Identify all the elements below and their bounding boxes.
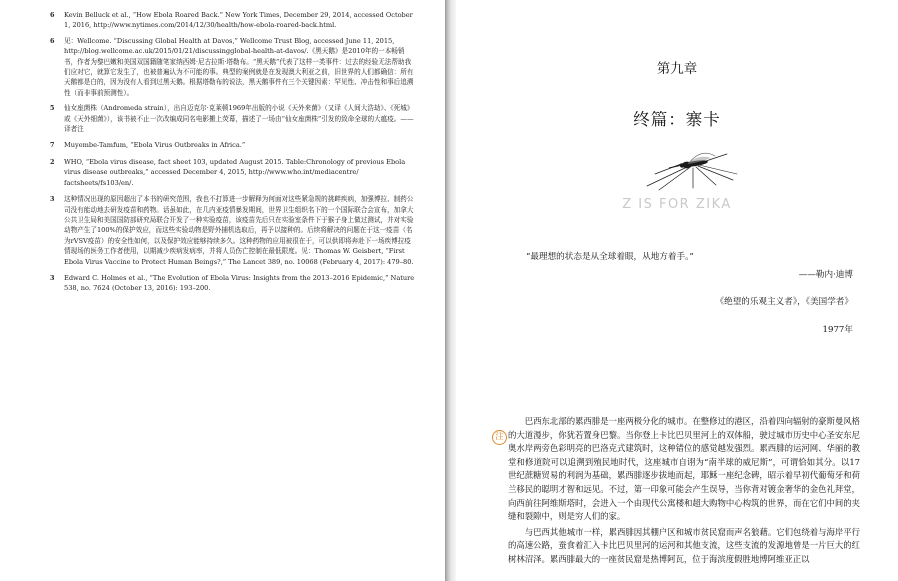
endnote-text: 这种情况出现的原因超出了本书的研究范围，我也不打算进一步解释为何面对这些紧急规的挑衅疾病，加强博拉、制药公司没有能动地去研发疫苗和药物。话虽如此，在几内亚疫情暴发期间，世界卫生组织名下的一个国际联合会宣布，加拿大公共卫生局和美国国防部研究局联合开发了一种实验疫苗，该疫苗先后只在实验室条件下于猴子身上做过测试，并对实验动物产生了100%的保护效应，而这些实验动物是野外捕机选取后，再予以接种的。后续将解决的问题在于这一疫苗（名为rVSV疫苗）的安全性如何，以及保护效应能够持续多久。这种药物的应用被很在于，可以供即将奔赴下一场疾博拉疫情现场的医务工作者使用，以期减少疾病发病率，并将人员伤亡控制在最低限度。见：Thomas W. Geisbert, “First Ebola Virus Vaccine to Protect Human Beings?,” The Lancet 389, no. 10068 (February 4, 2017): 479–80. (64, 195, 414, 266)
endnote-number: 2 (50, 157, 55, 166)
endnote-text: Kevin Belluck et al., “How Ebola Roared Back.” New York Times, December 29, 2014, accessed October 1, 2016, http://www.nytimes.com/2014/12/30/health/how-ebola-roared-back.html. (64, 11, 413, 30)
endnote-text: Muyembe-Tamfum, “Ebola Virus Outbreaks in Africa.” (64, 141, 246, 150)
annotation-marker-icon[interactable]: 注 (492, 430, 507, 445)
endnote-text: 仙女座菌株（Andromeda strain），出自迈克尔·克莱顿1969年出版的小说《天外来菌》（又译《人间大浩劫》、《死城》或《天外细菌》），该书被不止一次改编成同名电影搬上荧幕，描述了一场由“仙女座菌株”引发的致命全球的大瘟疫。——译者注 (64, 104, 414, 134)
endnote (50, 194, 416, 267)
mosquito-icon (641, 150, 741, 192)
endnote (50, 157, 416, 188)
endnote-text: Edward C. Holmes et al., “The Evolution of Ebola Virus: Insights from the 2013–2016 Epidemic,” Nature 538, no. 7624 (October 13, 2016): 193–200. (64, 273, 415, 293)
epigraph-source: 《绝望的乐观主义者》，《美国学者》 (715, 297, 853, 307)
body-paragraph (508, 415, 860, 524)
left-page (0, 0, 445, 581)
endnote-number: 6 (50, 11, 55, 19)
chapter-title: 终篇：寨卡 (633, 110, 721, 129)
epigraph-quote: “最理想的状态是从全球着眼，从地方着手。” (526, 252, 694, 262)
epigraph-author: ——勒内·迪博 (798, 270, 853, 280)
chapter-number: 第九章 (656, 61, 698, 77)
endnote-number: 3 (50, 273, 55, 282)
endnote (50, 103, 416, 134)
endnote (50, 36, 416, 98)
body-paragraph: 与巴西其他城市一样，累西腓因其棚户区和城市贫民窟而声名狼藉。它们包绕着与海岸平行的高速公路，蚕食着汇入卡比巴贝里河的运河和其他支流，这些支流的发源地曾是一片巨大的红树林沼泽。累西腓最大的一座贫民窟是热博阿瓦，位于海滨度假胜地博阿维亚正以 (508, 526, 860, 564)
epigraph-year: 1977年 (822, 325, 853, 335)
paragraph-text: 风格的大道漫步，你犹若置身巴黎。当你登上卡比巴贝里河上的双体船，驶过城市历史中心圣安东尼奥水岸两旁色彩明亮的巴洛克式建筑时，这种错位的感觉越发强烈。累西腓的运河网、华丽的教堂和修道院可以追溯到殖民地时代，这座城市自诩为“南半球的威尼斯”，可谓恰如其分。以17世纪蔗糖贸易的利润为基础，累西腓逐步拔地而起，耶稣一座纪念碑，昭示着早初代葡萄牙和荷兰移民的聪明才智和远见。不过，第一印象可能会产生误导，当你背对镀金奢华的金色礼拜堂，向西前往阿维斯塔时，会进入一个由现代公寓楼和超大购物中心构筑的世界，而在它们中间的夹缝和裂隙中，则是穷人们的家。 (508, 416, 861, 522)
endnote-number: 6 (50, 36, 55, 45)
endnote-number: 3 (50, 195, 55, 204)
english-subtitle: Z IS FOR ZIKA (622, 197, 732, 212)
chapter-body (508, 415, 860, 567)
endnote-number: 7 (50, 141, 55, 150)
endnote-text: 见：Wellcome. “Discussing Global Health at Davos,” Wellcome Trust Blog, accessed June 11, 2015, http://blog.wellcome.ac.uk/2015/01/21/discussingglobal-health-at-davos/.《黑天鹅》是2010年的一本畅销书，作者为黎巴嫩和美国双国籍随笔家纳西姆·尼古拉斯·塔勒布。“黑天鹅”代表了这样一类事件：过去的经验无法帮助我们应对它，就算它发生了，也被普遍认为不可能的事。典型的案例就是在发现澳大利亚之前，旧世界的人们都确信：所有天鹅都是白的，因为没有人看到过黑天鹅。根据塔勒布的说法，黑天鹅事件有三个关键因素：罕见性、冲击性和事后追溯性（而非事前预测性）。 (64, 36, 414, 97)
endnote-number: 5 (50, 104, 55, 113)
endnote (50, 10, 416, 31)
endnote (50, 273, 416, 294)
endnote-text: WHO, “Ebola virus disease, fact sheet 103, updated August 2015. Table:Chronology of previous Ebola virus disease outbreaks,” accessed December 4, 2015, http://www.who.int/mediacentre/ factsheets/fs103/en/. (64, 157, 406, 187)
right-page (456, 0, 898, 581)
endnotes-list (50, 10, 416, 294)
paragraph-first-line: 巴西东北部的累西腓是一座两极分化的城市。在整修过的港区，沿着四向辐射的豪斯曼 (524, 416, 844, 426)
book-gutter (445, 0, 456, 581)
endnote (50, 140, 416, 150)
